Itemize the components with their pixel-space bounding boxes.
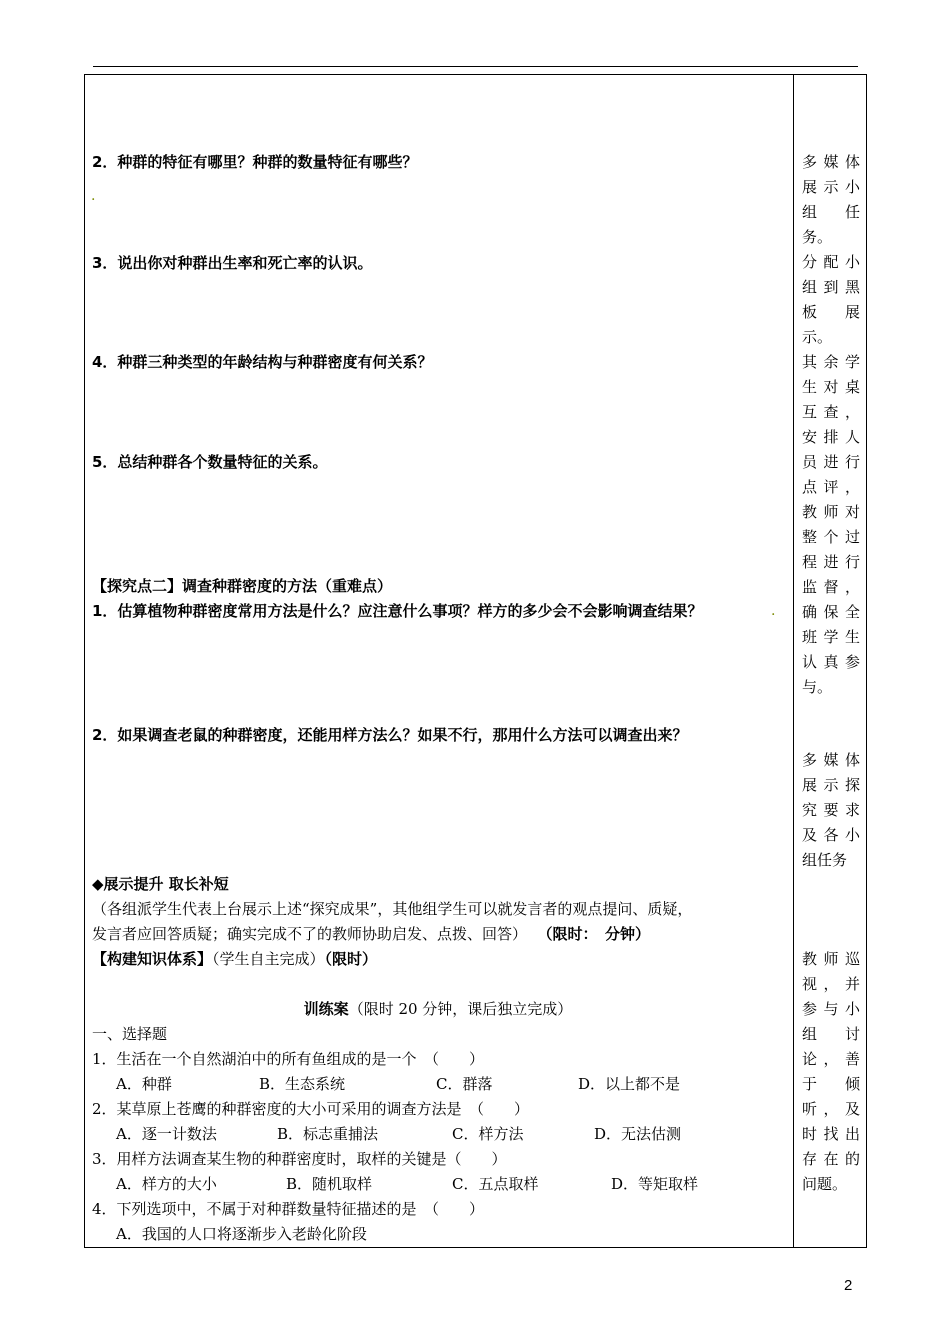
mc-question-1: 1．生活在一个自然湖泊中的所有鱼组成的是一个 （ ） bbox=[92, 1050, 485, 1068]
note-line: 组 任 bbox=[802, 203, 860, 221]
mc-3-option-c: C．五点取样 bbox=[452, 1175, 539, 1193]
note-line: 生对桌 bbox=[802, 378, 860, 396]
question-4: 4．种群三种类型的年龄结构与种群密度有何关系？ bbox=[92, 353, 433, 371]
note-line: 互查， bbox=[802, 403, 860, 421]
explore-question-1: 1．估算植物种群密度常用方法是什么？应注意什么事项？样方的多少会不会影响调查结果？ bbox=[92, 602, 703, 620]
mc-3-option-a: A．样方的大小 bbox=[116, 1175, 217, 1193]
note-line: 教师巡 bbox=[802, 950, 860, 968]
note-line: 论，善 bbox=[802, 1050, 860, 1068]
page-number: 2 bbox=[844, 1277, 853, 1294]
show-instructions-text: 发言者应回答质疑；确实完成不了的教师协助启发、点拨、回答） bbox=[92, 925, 528, 943]
mc-question-3: 3．用样方法调查某生物的种群密度时，取样的关键是（ ） bbox=[92, 1150, 507, 1168]
note-line: 确保全 bbox=[802, 603, 860, 621]
teacher-note-2 bbox=[802, 748, 860, 873]
note-line: 安排人 bbox=[802, 428, 860, 446]
note-line: 点评， bbox=[802, 478, 860, 496]
column-divider bbox=[793, 74, 794, 1248]
note-line: 与。 bbox=[802, 678, 833, 696]
mc-2-option-a: A．逐一计数法 bbox=[116, 1125, 217, 1143]
show-heading: ◆展示提升 取长补短 bbox=[92, 875, 229, 893]
note-line: 板 展 bbox=[802, 303, 860, 321]
header-rule bbox=[93, 66, 858, 67]
note-line: 整个过 bbox=[802, 528, 860, 546]
note-line: 于 倾 bbox=[802, 1075, 860, 1093]
show-instructions-line-1: （各组派学生代表上台展示上述“探究成果”，其他组学生可以就发言者的观点提问、质疑， bbox=[92, 900, 693, 918]
mc-2-option-b: B．标志重捕法 bbox=[277, 1125, 379, 1143]
mc-1-option-b: B．生态系统 bbox=[259, 1075, 346, 1093]
explore-question-2: 2．如果调查老鼠的种群密度，还能用样方法么？如果不行，那用什么方法可以调查出来？ bbox=[92, 726, 688, 744]
note-line: 其余学 bbox=[802, 353, 860, 371]
question-2: 2．种群的特征有哪里？种群的数量特征有哪些？ bbox=[92, 153, 418, 171]
mc-question-4: 4．下列选项中，不属于对种群数量特征描述的是 （ ） bbox=[92, 1200, 485, 1218]
build-knowledge-line bbox=[92, 949, 377, 969]
mc-3-option-d: D．等矩取样 bbox=[611, 1175, 699, 1193]
teacher-note-1 bbox=[802, 150, 860, 700]
build-knowledge-heading: 【构建知识体系】 bbox=[92, 950, 213, 968]
show-instructions-line-2 bbox=[92, 924, 650, 944]
question-3: 3．说出你对种群出生率和死亡率的认识。 bbox=[92, 254, 373, 272]
note-line: 多媒体 bbox=[802, 751, 860, 769]
mc-1-option-d: D．以上都不是 bbox=[578, 1075, 681, 1093]
mc-2-option-d: D．无法估测 bbox=[594, 1125, 682, 1143]
note-line: 展示探 bbox=[802, 776, 860, 794]
training-note: （限时 20 分钟，课后独立完成） bbox=[348, 1000, 573, 1018]
explore-point-2-heading: 【探究点二】调查种群密度的方法（重难点） bbox=[92, 577, 393, 595]
mc-3-option-b: B．随机取样 bbox=[286, 1175, 373, 1193]
mc-4-option-a: A．我国的人口将逐渐步入老龄化阶段 bbox=[116, 1225, 367, 1243]
note-line: 组任务 bbox=[802, 851, 848, 869]
mc-1-option-c: C．群落 bbox=[436, 1075, 493, 1093]
mc-2-option-c: C．样方法 bbox=[452, 1125, 524, 1143]
note-line: 教师对 bbox=[802, 503, 860, 521]
question-5: 5．总结种群各个数量特征的关系。 bbox=[92, 453, 328, 471]
note-line: 视，并 bbox=[802, 975, 860, 993]
note-line: 组到黑 bbox=[802, 278, 860, 296]
note-line: 务。 bbox=[802, 228, 833, 246]
note-line: 组 讨 bbox=[802, 1025, 860, 1043]
main-column bbox=[84, 74, 792, 1246]
note-line: 展示小 bbox=[802, 178, 860, 196]
note-line: 参与小 bbox=[802, 1000, 860, 1018]
stray-dot: . bbox=[91, 188, 96, 204]
build-knowledge-note: （学生自主完成） bbox=[212, 950, 325, 968]
training-title-line bbox=[84, 999, 792, 1019]
lesson-table bbox=[84, 74, 867, 1248]
note-line: 示。 bbox=[802, 328, 833, 346]
teacher-note-3 bbox=[802, 947, 860, 1197]
note-line: 认真参 bbox=[802, 653, 860, 671]
note-line: 听，及 bbox=[802, 1100, 860, 1118]
mc-1-option-a: A．种群 bbox=[116, 1075, 172, 1093]
note-line: 及各小 bbox=[802, 826, 860, 844]
mc-question-2: 2．某草原上苍鹰的种群密度的大小可采用的调查方法是 （ ） bbox=[92, 1100, 530, 1118]
section-choice-questions: 一、选择题 bbox=[92, 1025, 168, 1043]
note-line: 究要求 bbox=[802, 801, 860, 819]
training-title: 训练案 bbox=[303, 1000, 349, 1018]
note-line: 分配小 bbox=[802, 253, 860, 271]
build-knowledge-time: （限时） bbox=[324, 950, 378, 968]
note-line: 监督， bbox=[802, 578, 860, 596]
notes-column bbox=[795, 74, 865, 1246]
note-line: 程进行 bbox=[802, 553, 860, 571]
note-line: 时找出 bbox=[802, 1125, 860, 1143]
note-line: 班学生 bbox=[802, 628, 860, 646]
note-line: 员进行 bbox=[802, 453, 860, 471]
show-time-limit: （限时： 分钟） bbox=[545, 925, 651, 943]
note-line: 存在的 bbox=[802, 1150, 860, 1168]
note-line: 问题。 bbox=[802, 1175, 848, 1193]
stray-dot: . bbox=[771, 603, 776, 619]
note-line: 多媒体 bbox=[802, 153, 860, 171]
